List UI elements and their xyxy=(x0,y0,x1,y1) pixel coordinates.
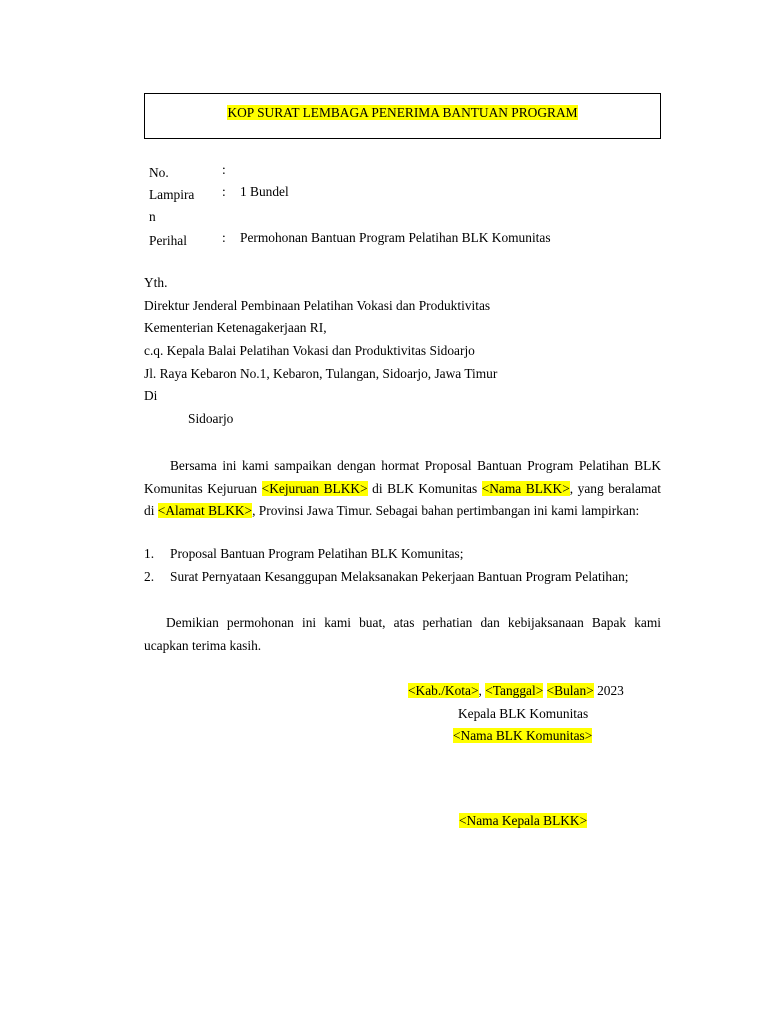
signature-org xyxy=(453,728,592,744)
body-text-b: di BLK Komunitas xyxy=(367,480,482,496)
body-paragraph xyxy=(144,455,661,523)
recipient-di: Di xyxy=(144,388,158,403)
signature-sep-1: , xyxy=(478,683,486,698)
meta-perihal-value: Permohonan Bantuan Program Pelatihan BLK Komunitas xyxy=(240,230,551,245)
closing-paragraph: Demikian permohonan ini kami buat, atas perhatian dan kebijaksanaan Bapak kami ucapkan terima kasih. xyxy=(144,615,661,653)
body-text-c: , yang beralamat di xyxy=(144,480,661,518)
recipient-line-2: Kementerian Ketenagakerjaan RI, xyxy=(144,320,327,335)
signature-year: 2023 xyxy=(593,683,624,698)
list-item-2-text: Surat Pernyataan Kesanggupan Melaksanakan Pekerjaan Bantuan Program Pelatihan; xyxy=(170,569,629,584)
placeholder-tanggal: <Tanggal> xyxy=(485,683,544,698)
placeholder-nama-blk-komunitas: <Nama BLK Komunitas> xyxy=(453,728,593,743)
meta-no-label: No. xyxy=(149,165,169,180)
meta-row-lampiran xyxy=(149,184,669,224)
placeholder-nama-kepala: <Nama Kepala BLKK> xyxy=(459,813,588,828)
letterhead-title-text: KOP SURAT LEMBAGA PENERIMA BANTUAN PROGRAM xyxy=(227,105,578,120)
body-text-a: Bersama ini kami sampaikan dengan hormat Proposal Bantuan Program Pelatihan BLK Komunitas Kejuruan xyxy=(144,458,661,496)
signature-place-date xyxy=(408,683,624,699)
letterhead-box xyxy=(144,93,661,139)
placeholder-kejuruan: <Kejuruan BLKK> xyxy=(261,480,368,496)
placeholder-bulan: <Bulan> xyxy=(546,683,594,698)
placeholder-alamat-blkk: <Alamat BLKK> xyxy=(157,503,253,518)
meta-lampiran-value: 1 Bundel xyxy=(240,184,289,199)
body-text-d: , Provinsi Jawa Timur. Sebagai bahan pertimbangan ini kami lampirkan: xyxy=(252,503,640,518)
recipient-line-4: Jl. Raya Kebaron No.1, Kebaron, Tulangan, Sidoarjo, Jawa Timur xyxy=(144,366,498,381)
recipient-line-1: Direktur Jenderal Pembinaan Pelatihan Vokasi dan Produktivitas xyxy=(144,298,491,313)
list-item-2-number: 2. xyxy=(144,569,155,584)
meta-no-colon: : xyxy=(222,162,226,177)
meta-perihal-label: Perihal xyxy=(149,233,187,248)
meta-perihal-colon: : xyxy=(222,230,226,245)
list-item-1-number: 1. xyxy=(144,546,155,561)
meta-lampiran-label: Lampira n xyxy=(149,187,195,224)
signature-position: Kepala BLK Komunitas xyxy=(458,706,589,721)
placeholder-nama-blkk: <Nama BLKK> xyxy=(481,480,570,496)
recipient-city: Sidoarjo xyxy=(188,411,234,426)
list-item-1-text: Proposal Bantuan Program Pelatihan BLK Komunitas; xyxy=(170,546,464,561)
meta-row-no xyxy=(149,162,669,182)
placeholder-kab-kota: <Kab./Kota> xyxy=(408,683,479,698)
signature-name xyxy=(459,813,587,829)
recipient-line-3: c.q. Kepala Balai Pelatihan Vokasi dan Produktivitas Sidoarjo xyxy=(144,343,475,358)
meta-lampiran-colon: : xyxy=(222,184,226,199)
recipient-yth: Yth. xyxy=(144,275,168,290)
meta-row-perihal xyxy=(149,230,669,250)
letterhead-title xyxy=(145,105,660,121)
